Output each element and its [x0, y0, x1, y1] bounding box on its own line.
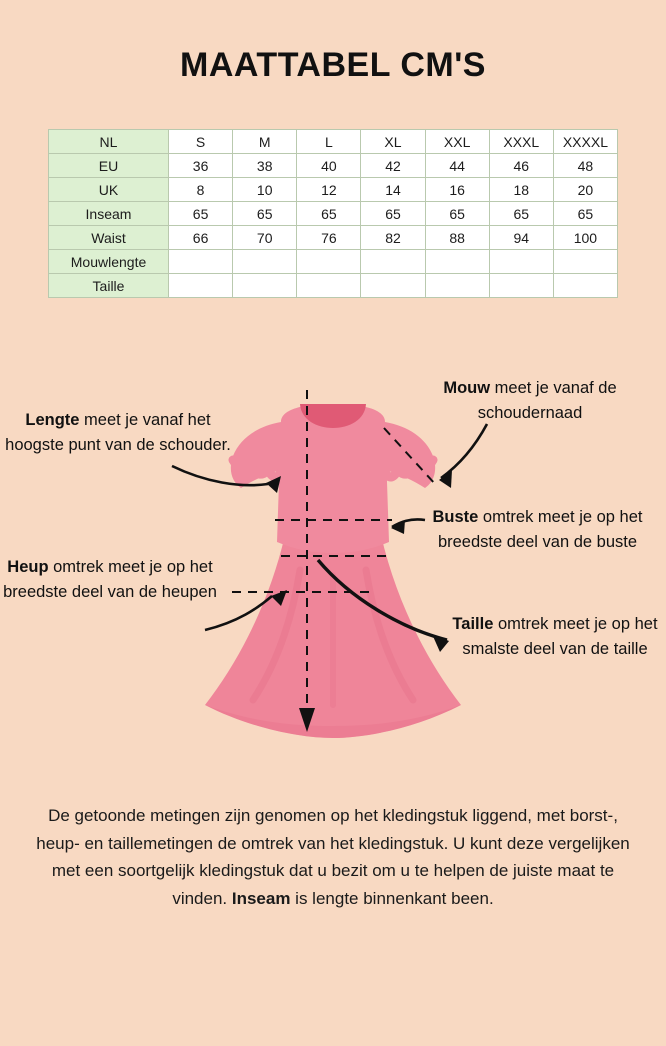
- annotation-lengte: [0, 408, 236, 458]
- table-row: [49, 178, 618, 202]
- table-cell: 48: [553, 154, 617, 178]
- table-cell: [297, 250, 361, 274]
- annotation-heup-bold: Heup: [7, 558, 49, 576]
- table-row-label: NL: [49, 130, 169, 154]
- table-row: [49, 130, 618, 154]
- table-cell: 18: [489, 178, 553, 202]
- table-row: [49, 226, 618, 250]
- table-cell: 65: [169, 202, 233, 226]
- table-cell: 65: [233, 202, 297, 226]
- footer-text-part2: is lengte binnenkant been.: [290, 888, 494, 908]
- table-cell: 88: [425, 226, 489, 250]
- table-cell: 10: [233, 178, 297, 202]
- table-cell: 20: [553, 178, 617, 202]
- footer-text-part1: De getoonde metingen zijn genomen op het kledingstuk liggend, met borst-, heup- en taillemetingen de omtrek van het kledingstuk. U kunt deze vergelijken met een soortgelijk kledingstuk dat u bezit om u te helpen de juiste maat te vinden.: [36, 806, 630, 908]
- table-cell: 38: [233, 154, 297, 178]
- table-cell: 42: [361, 154, 425, 178]
- size-table-container: [48, 129, 618, 298]
- table-cell: XXL: [425, 130, 489, 154]
- annotation-mouw-bold: Mouw: [443, 379, 491, 397]
- annotation-taille-bold: Taille: [452, 615, 494, 633]
- annotation-mouw-text: meet je vanaf de schoudernaad: [477, 379, 617, 422]
- annotation-lengte-text: meet je vanaf het hoogste punt van de schouder.: [5, 411, 231, 454]
- mouw-arrow: [441, 424, 487, 478]
- table-cell: 14: [361, 178, 425, 202]
- annotation-taille: [450, 612, 660, 662]
- annotation-buste-text: omtrek meet je op het breedste deel van de buste: [437, 508, 643, 551]
- table-row-label: Inseam: [49, 202, 169, 226]
- table-cell: 65: [489, 202, 553, 226]
- table-cell: XXXXL: [553, 130, 617, 154]
- annotation-buste: [430, 505, 645, 555]
- table-cell: XXXL: [489, 130, 553, 154]
- table-cell: [361, 274, 425, 298]
- table-cell: 82: [361, 226, 425, 250]
- table-row-label: Mouwlengte: [49, 250, 169, 274]
- annotation-mouw: [415, 376, 645, 426]
- table-cell: [169, 274, 233, 298]
- table-cell: 36: [169, 154, 233, 178]
- table-cell: 94: [489, 226, 553, 250]
- table-cell: [425, 274, 489, 298]
- table-cell: 44: [425, 154, 489, 178]
- size-table: [48, 129, 618, 298]
- table-cell: M: [233, 130, 297, 154]
- table-cell: 65: [297, 202, 361, 226]
- table-cell: 65: [425, 202, 489, 226]
- annotation-lengte-bold: Lengte: [25, 411, 80, 429]
- table-cell: [297, 274, 361, 298]
- table-row-label: UK: [49, 178, 169, 202]
- table-cell: 66: [169, 226, 233, 250]
- table-cell: [489, 250, 553, 274]
- table-cell: 12: [297, 178, 361, 202]
- table-cell: [425, 250, 489, 274]
- table-cell: 65: [361, 202, 425, 226]
- table-row-label: Taille: [49, 274, 169, 298]
- annotation-heup: [0, 555, 220, 605]
- table-cell: 8: [169, 178, 233, 202]
- table-cell: [169, 250, 233, 274]
- table-row: [49, 274, 618, 298]
- table-row: [49, 250, 618, 274]
- table-cell: [553, 274, 617, 298]
- table-cell: 46: [489, 154, 553, 178]
- footer-description: [33, 802, 633, 912]
- table-cell: L: [297, 130, 361, 154]
- table-row-label: EU: [49, 154, 169, 178]
- table-cell: 76: [297, 226, 361, 250]
- page-title: MAATTABEL CM'S: [180, 46, 486, 84]
- table-cell: [233, 274, 297, 298]
- annotation-buste-bold: Buste: [432, 508, 479, 526]
- table-cell: XL: [361, 130, 425, 154]
- table-cell: 16: [425, 178, 489, 202]
- dress-measurement-diagram: [0, 360, 666, 780]
- dress-shape: [205, 404, 461, 738]
- annotation-taille-text: omtrek meet je op het smalste deel van de taille: [462, 615, 658, 658]
- table-cell: [233, 250, 297, 274]
- footer-text-bold: Inseam: [231, 888, 291, 908]
- table-cell: 100: [553, 226, 617, 250]
- table-cell: [553, 250, 617, 274]
- annotation-heup-text: omtrek meet je op het breedste deel van de heupen: [3, 558, 217, 601]
- table-cell: [361, 250, 425, 274]
- table-cell: 70: [233, 226, 297, 250]
- table-cell: 65: [553, 202, 617, 226]
- table-row-label: Waist: [49, 226, 169, 250]
- table-cell: [489, 274, 553, 298]
- table-cell: 40: [297, 154, 361, 178]
- table-row: [49, 154, 618, 178]
- table-cell: S: [169, 130, 233, 154]
- table-row: [49, 202, 618, 226]
